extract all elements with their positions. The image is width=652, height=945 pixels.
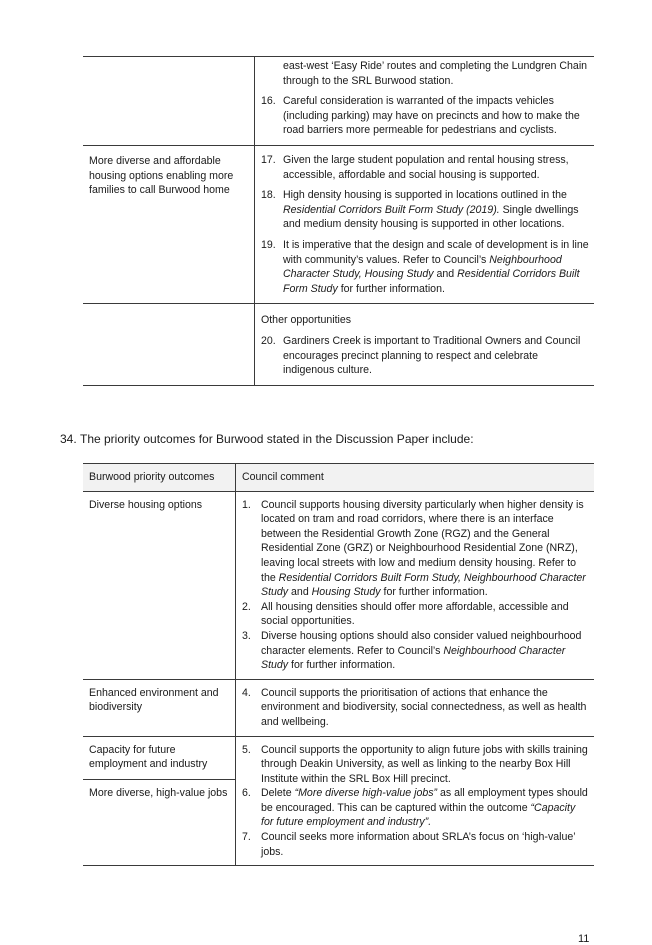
- item-text: Gardiners Creek is important to Traditional Owners and Council encourages precinct planning to respect and celebrate indigenous culture.: [283, 334, 581, 377]
- housing-table-continued: [83, 56, 594, 386]
- item-text: Council seeks more information about SRLA’s focus on ‘high-value’ jobs.: [261, 831, 576, 858]
- comment-cell: [236, 491, 595, 679]
- item-number: 5.: [242, 743, 251, 756]
- outcome-label: Enhanced environment and biodiversity: [89, 686, 219, 714]
- item-number: 1.: [242, 498, 251, 511]
- item-text: Diverse housing options should also consider valued neighbourhood character elements. Refer to Council’s Neighbourhood Character Study for further information.: [261, 629, 582, 672]
- table-row: [83, 57, 594, 146]
- item-number: 18.: [261, 189, 276, 202]
- item-number: [261, 59, 283, 88]
- comment-cell: [255, 57, 595, 146]
- outcome-label: More diverse and affordable housing options enabling more families to call Burwood home: [89, 154, 234, 197]
- list-item: [261, 94, 590, 138]
- item-text: east-west ‘Easy Ride’ routes and completing the Lundgren Chain through to the SRL Burwood station.: [283, 60, 588, 87]
- comment-cell: [255, 145, 595, 303]
- outcome-cell: [83, 736, 236, 866]
- section-heading: [60, 431, 474, 447]
- item-text: Delete “More diverse high-value jobs” as all employment types should be encouraged. This can be captured within the outcome “Capacity for future employment and industry”.: [261, 787, 588, 829]
- outcome-label: More diverse, high-value jobs: [89, 786, 228, 799]
- column-header-comment: Council comment: [236, 464, 595, 492]
- section-text: The priority outcomes for Burwood stated in the Discussion Paper include:: [80, 432, 474, 446]
- item-number: 19.: [261, 238, 276, 251]
- outcome-cell: [83, 145, 255, 303]
- outcome-label: Diverse housing options: [89, 498, 203, 511]
- item-number: 20.: [261, 334, 276, 347]
- item-number: 4.: [242, 686, 251, 699]
- list-item: [261, 59, 590, 88]
- page-number: 11: [578, 933, 590, 945]
- column-header-outcomes: Burwood priority outcomes: [83, 464, 236, 492]
- item-text: High density housing is supported in locations outlined in the Residential Corridors Built Form Study (2019). Single dwellings and medium density housing is supported in other locations.: [283, 189, 579, 231]
- list-item: [242, 498, 588, 600]
- table-row: [83, 491, 594, 679]
- item-number: 2.: [242, 600, 251, 613]
- list-item: [242, 786, 588, 830]
- priority-outcomes-table: [83, 463, 594, 866]
- table-row: [83, 145, 594, 303]
- item-text: Council supports housing diversity particularly when higher density is located on tram and road corridors, where there is an interface between the Residential Growth Zone (RGZ) and the General Residential Zone (GRZ) or Neighbourhood Residential Zone (NRZ), leaving local streets with low and medium density housing. Refer to the Residential Corridors Built Form Study, Neighbourhood Character Study and Housing Study for further information.: [261, 498, 586, 599]
- item-text: Council supports the opportunity to align future jobs with skills training through Deakin University, as well as linking to the nearby Box Hill Institute within the SRL Box Hill precinct.: [261, 743, 588, 785]
- table-row: [83, 736, 594, 866]
- subheading: Other opportunities: [261, 314, 352, 327]
- outcome-cell: [83, 57, 255, 146]
- table-row: [83, 679, 594, 736]
- outcome-cell: [83, 491, 236, 679]
- item-number: 7.: [242, 831, 251, 844]
- item-text: Careful consideration is warranted of the impacts vehicles (including parking) may have on precincts and how to make the road barriers more permeable for pedestrians and cyclists.: [283, 95, 580, 137]
- list-item: [242, 686, 588, 730]
- item-number: 6.: [242, 787, 251, 800]
- list-item: [261, 153, 590, 182]
- comment-cell: [255, 304, 595, 385]
- comment-cell: [236, 679, 595, 736]
- section-number: 34.: [60, 432, 77, 446]
- list-item: [242, 830, 588, 859]
- item-text: Council supports the prioritisation of actions that enhance the environment and biodiversity, social connectedness, as well as health and wellbeing.: [261, 686, 587, 728]
- item-text: All housing densities should offer more affordable, accessible and social opportunities.: [261, 600, 569, 628]
- table-row: [83, 304, 594, 385]
- list-item: [261, 238, 590, 296]
- table-header-row: [83, 464, 594, 492]
- item-text: It is imperative that the design and scale of development is in line with community’s values. Refer to Council’s Neighbourhood Character Study, Housing Study and Residential Corridors Built Form Study for further information.: [283, 238, 589, 295]
- list-item: [242, 629, 588, 673]
- list-item: [242, 600, 588, 629]
- list-item: [261, 188, 590, 232]
- list-item: [242, 743, 588, 787]
- item-number: 3.: [242, 629, 251, 642]
- outcome-label: Capacity for future employment and industry: [83, 737, 235, 780]
- list-item: [261, 334, 590, 378]
- outcome-cell: [83, 679, 236, 736]
- item-text: Given the large student population and rental housing stress, accessible, affordable and social housing is supported.: [283, 153, 569, 181]
- item-number: 16.: [261, 95, 276, 108]
- comment-cell: [236, 736, 595, 866]
- outcome-cell: [83, 304, 255, 385]
- item-number: 17.: [261, 153, 276, 166]
